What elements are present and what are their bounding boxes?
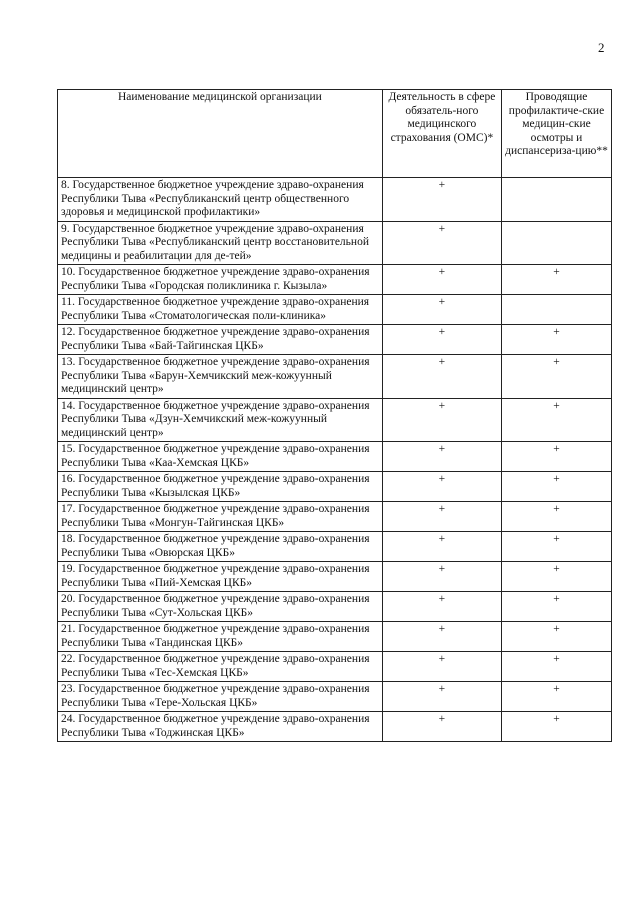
exams-mark-cell: + (502, 562, 612, 592)
table-row (58, 652, 612, 682)
oms-mark-cell: + (382, 532, 501, 562)
oms-mark-cell: + (382, 265, 501, 295)
exams-mark-cell: + (502, 325, 612, 355)
oms-mark-cell: + (382, 652, 501, 682)
organization-name-cell: 18. Государственное бюджетное учреждение здраво-охранения Республики Тыва «Овюрская ЦКБ» (58, 532, 383, 562)
exams-mark-cell (502, 178, 612, 222)
oms-mark-cell: + (382, 682, 501, 712)
exams-mark-cell: + (502, 592, 612, 622)
table-row (58, 398, 612, 442)
table-row (58, 502, 612, 532)
exams-mark-cell: + (502, 502, 612, 532)
organization-name-cell: 19. Государственное бюджетное учреждение здраво-охранения Республики Тыва «Пий-Хемская ЦКБ» (58, 562, 383, 592)
organization-name-cell: 24. Государственное бюджетное учреждение здраво-охранения Республики Тыва «Тоджинская ЦКБ» (58, 712, 383, 742)
oms-mark-cell: + (382, 295, 501, 325)
oms-mark-cell: + (382, 325, 501, 355)
organization-name-cell: 9. Государственное бюджетное учреждение здраво-охранения Республики Тыва «Республиканский центр восстановительной медицины и реабилитации для де-тей» (58, 221, 383, 265)
exams-mark-cell (502, 221, 612, 265)
table-row (58, 355, 612, 399)
table-row (58, 592, 612, 622)
organization-name-cell: 23. Государственное бюджетное учреждение здраво-охранения Республики Тыва «Тере-Хольская ЦКБ» (58, 682, 383, 712)
table-row (58, 622, 612, 652)
organization-name-cell: 14. Государственное бюджетное учреждение здраво-охранения Республики Тыва «Дзун-Хемчикский меж-кожуунный медицинский центр» (58, 398, 383, 442)
oms-mark-cell: + (382, 355, 501, 399)
page-number: 2 (598, 40, 605, 55)
table-row (58, 221, 612, 265)
header-preventive-exams: Проводящие профилактиче-ские медицин-ские осмотры и диспансериза-цию** (502, 90, 612, 178)
table-row (58, 682, 612, 712)
table-row (58, 442, 612, 472)
exams-mark-cell: + (502, 682, 612, 712)
oms-mark-cell: + (382, 472, 501, 502)
organization-name-cell: 10. Государственное бюджетное учреждение здраво-охранения Республики Тыва «Городская поликлиника г. Кызыла» (58, 265, 383, 295)
oms-mark-cell: + (382, 398, 501, 442)
oms-mark-cell: + (382, 442, 501, 472)
table-row (58, 295, 612, 325)
exams-mark-cell: + (502, 265, 612, 295)
organization-name-cell: 22. Государственное бюджетное учреждение здраво-охранения Республики Тыва «Тес-Хемская ЦКБ» (58, 652, 383, 682)
organization-name-cell: 16. Государственное бюджетное учреждение здраво-охранения Республики Тыва «Кызылская ЦКБ» (58, 472, 383, 502)
organization-name-cell: 15. Государственное бюджетное учреждение здраво-охранения Республики Тыва «Каа-Хемская ЦКБ» (58, 442, 383, 472)
header-organization-name: Наименование медицинской организации (58, 90, 383, 178)
table-row (58, 532, 612, 562)
table-row (58, 178, 612, 222)
exams-mark-cell: + (502, 652, 612, 682)
organization-name-cell: 17. Государственное бюджетное учреждение здраво-охранения Республики Тыва «Монгун-Тайгинская ЦКБ» (58, 502, 383, 532)
organization-name-cell: 12. Государственное бюджетное учреждение здраво-охранения Республики Тыва «Бай-Тайгинская ЦКБ» (58, 325, 383, 355)
exams-mark-cell: + (502, 355, 612, 399)
table-row (58, 712, 612, 742)
exams-mark-cell: + (502, 398, 612, 442)
table-header-row (58, 90, 612, 178)
oms-mark-cell: + (382, 622, 501, 652)
organization-name-cell: 8. Государственное бюджетное учреждение здраво-охранения Республики Тыва «Республиканский центр общественного здоровья и медицинской профилактики» (58, 178, 383, 222)
organizations-table (57, 89, 612, 742)
table-row (58, 562, 612, 592)
table-row (58, 472, 612, 502)
exams-mark-cell: + (502, 532, 612, 562)
oms-mark-cell: + (382, 502, 501, 532)
exams-mark-cell: + (502, 442, 612, 472)
organization-name-cell: 13. Государственное бюджетное учреждение здраво-охранения Республики Тыва «Барун-Хемчикский меж-кожуунный медицинский центр» (58, 355, 383, 399)
organization-name-cell: 11. Государственное бюджетное учреждение здраво-охранения Республики Тыва «Стоматологическая поли-клиника» (58, 295, 383, 325)
exams-mark-cell: + (502, 622, 612, 652)
header-oms-activity: Деятельность в сфере обязатель-ного медицинского страхования (ОМС)* (382, 90, 501, 178)
organization-name-cell: 20. Государственное бюджетное учреждение здраво-охранения Республики Тыва «Сут-Хольская ЦКБ» (58, 592, 383, 622)
exams-mark-cell: + (502, 712, 612, 742)
exams-mark-cell (502, 295, 612, 325)
table-row (58, 265, 612, 295)
oms-mark-cell: + (382, 562, 501, 592)
oms-mark-cell: + (382, 178, 501, 222)
organization-name-cell: 21. Государственное бюджетное учреждение здраво-охранения Республики Тыва «Тандинская ЦКБ» (58, 622, 383, 652)
oms-mark-cell: + (382, 221, 501, 265)
exams-mark-cell: + (502, 472, 612, 502)
oms-mark-cell: + (382, 592, 501, 622)
oms-mark-cell: + (382, 712, 501, 742)
table-row (58, 325, 612, 355)
